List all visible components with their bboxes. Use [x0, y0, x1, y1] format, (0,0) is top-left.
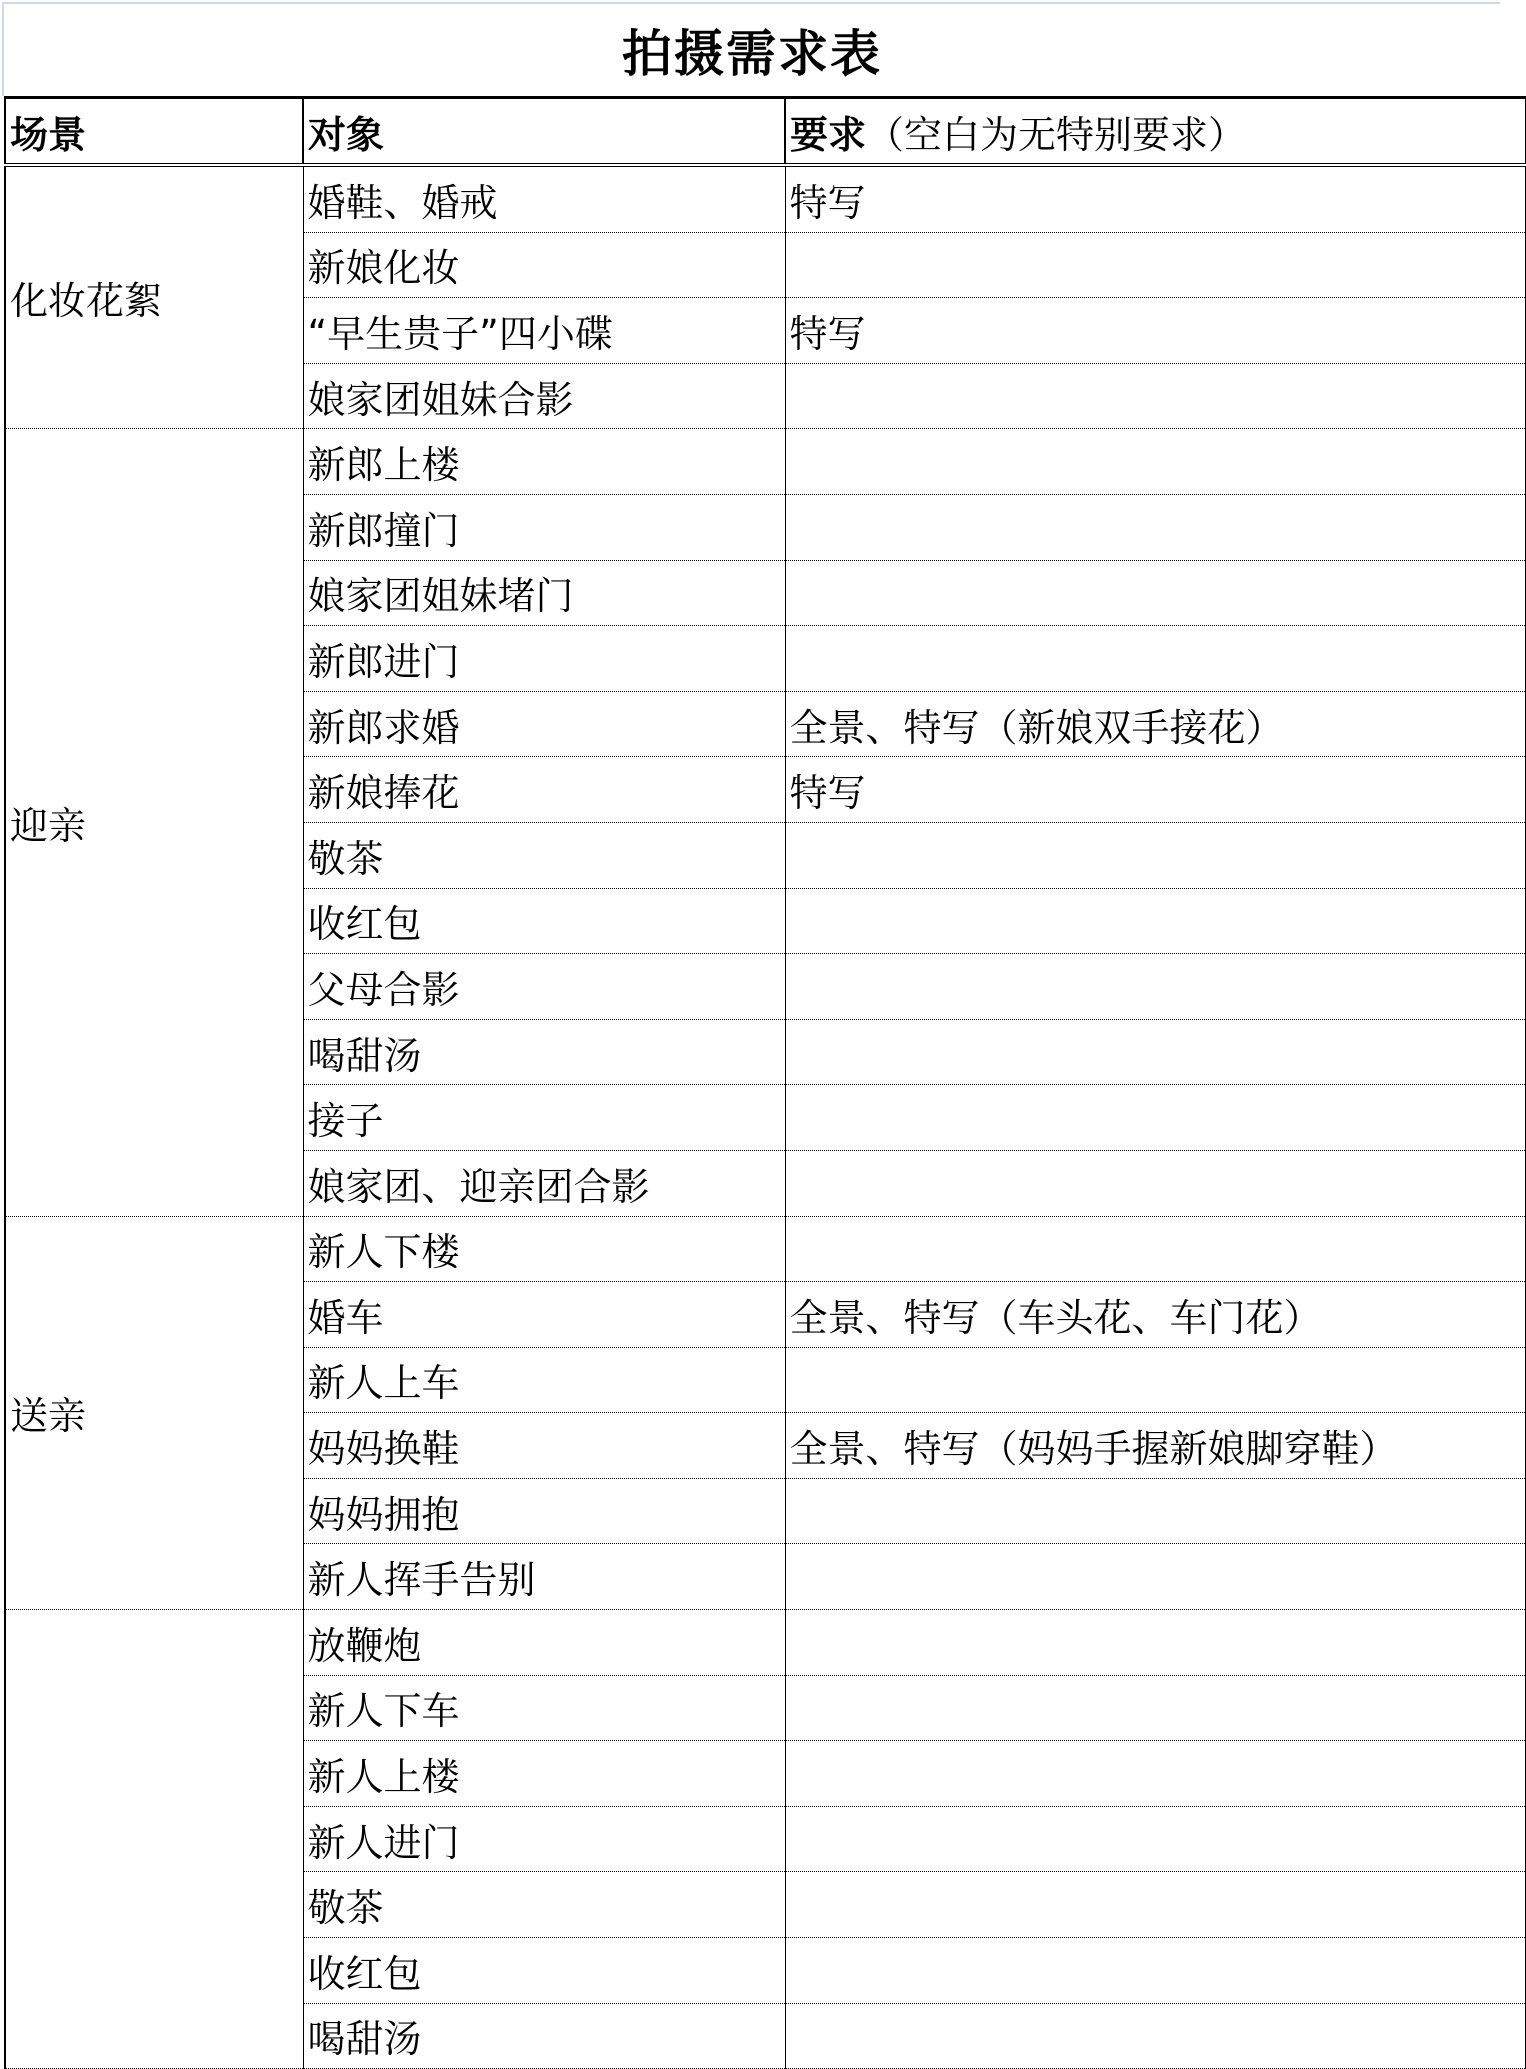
subject-cell[interactable]: 娘家团、迎亲团合影 [303, 1150, 785, 1216]
subject-cell[interactable]: 放鞭炮 [303, 1610, 785, 1676]
requirement-cell[interactable] [785, 1544, 1525, 1610]
table-body [5, 165, 1525, 2069]
requirement-cell[interactable] [785, 363, 1525, 429]
scene-cell[interactable]: 迎亲 [5, 429, 303, 1216]
subject-cell[interactable]: 新人进门 [303, 1806, 785, 1872]
subject-cell[interactable]: 接子 [303, 1085, 785, 1151]
subject-cell[interactable]: 新郎求婚 [303, 691, 785, 757]
requirement-cell[interactable] [785, 1347, 1525, 1413]
subject-cell[interactable]: 婚车 [303, 1282, 785, 1348]
scene-cell[interactable]: 化妆花絮 [5, 165, 303, 429]
header-row [5, 98, 1525, 166]
subject-cell[interactable]: 父母合影 [303, 954, 785, 1020]
requirement-cell[interactable] [785, 1741, 1525, 1807]
requirement-cell[interactable] [785, 494, 1525, 560]
subject-cell[interactable]: 新人上车 [303, 1347, 785, 1413]
requirement-cell[interactable] [785, 822, 1525, 888]
requirement-cell[interactable]: 特写 [785, 757, 1525, 823]
subject-cell[interactable]: 喝甜汤 [303, 2003, 785, 2069]
subject-cell[interactable]: 敬茶 [303, 1872, 785, 1938]
page-title: 拍摄需求表 [622, 25, 882, 83]
requirement-cell[interactable] [785, 1085, 1525, 1151]
subject-cell[interactable]: 新人下楼 [303, 1216, 785, 1282]
subject-cell[interactable]: 新人挥手告别 [303, 1544, 785, 1610]
table-row [5, 165, 1525, 232]
requirement-cell[interactable] [785, 1610, 1525, 1676]
title-cell[interactable] [2, 2, 1500, 96]
subject-cell[interactable]: 妈妈换鞋 [303, 1413, 785, 1479]
requirement-cell[interactable] [785, 560, 1525, 626]
subject-cell[interactable]: 新娘化妆 [303, 232, 785, 298]
requirement-cell[interactable]: 全景、特写（新娘双手接花） [785, 691, 1525, 757]
requirement-cell[interactable] [785, 1806, 1525, 1872]
requirement-cell[interactable] [785, 1019, 1525, 1085]
requirement-cell[interactable]: 全景、特写（车头花、车门花） [785, 1282, 1525, 1348]
scene-cell[interactable]: 送亲 [5, 1216, 303, 1610]
table-row [5, 1216, 1525, 1282]
requirement-cell[interactable] [785, 1938, 1525, 2004]
requirement-cell[interactable] [785, 1478, 1525, 1544]
subject-cell[interactable]: 新郎撞门 [303, 494, 785, 560]
subject-cell[interactable]: 收红包 [303, 1938, 785, 2004]
requirement-cell[interactable] [785, 1872, 1525, 1938]
subject-cell[interactable]: “早生贵子”四小碟 [303, 298, 785, 364]
requirement-cell[interactable] [785, 1150, 1525, 1216]
header-scene[interactable]: 场景 [5, 98, 303, 166]
subject-cell[interactable]: 婚鞋、婚戒 [303, 165, 785, 232]
subject-cell[interactable]: 收红包 [303, 888, 785, 954]
requirement-cell[interactable] [785, 1675, 1525, 1741]
subject-cell[interactable]: 新人下车 [303, 1675, 785, 1741]
requirement-cell[interactable] [785, 1216, 1525, 1282]
requirement-cell[interactable]: 特写 [785, 298, 1525, 364]
requirement-cell[interactable] [785, 888, 1525, 954]
header-subject[interactable]: 对象 [303, 98, 785, 166]
header-requirement[interactable] [785, 98, 1525, 166]
requirement-cell[interactable]: 全景、特写（妈妈手握新娘脚穿鞋） [785, 1413, 1525, 1479]
requirement-cell[interactable] [785, 232, 1525, 298]
shooting-requirements-table [4, 96, 1526, 2069]
subject-cell[interactable]: 喝甜汤 [303, 1019, 785, 1085]
subject-cell[interactable]: 妈妈拥抱 [303, 1478, 785, 1544]
subject-cell[interactable]: 新郎进门 [303, 626, 785, 692]
requirement-cell[interactable] [785, 626, 1525, 692]
requirement-cell[interactable] [785, 429, 1525, 495]
subject-cell[interactable]: 娘家团姐妹堵门 [303, 560, 785, 626]
subject-cell[interactable]: 新郎上楼 [303, 429, 785, 495]
subject-cell[interactable]: 敬茶 [303, 822, 785, 888]
subject-cell[interactable]: 新娘捧花 [303, 757, 785, 823]
requirement-cell[interactable] [785, 954, 1525, 1020]
requirement-cell[interactable]: 特写 [785, 165, 1525, 232]
table-row [5, 1610, 1525, 1676]
scene-cell[interactable] [5, 1610, 303, 2069]
requirement-cell[interactable] [785, 2003, 1525, 2069]
subject-cell[interactable]: 新人上楼 [303, 1741, 785, 1807]
header-requirement-note: （空白为无特别要求） [866, 112, 1247, 157]
table-row [5, 429, 1525, 495]
subject-cell[interactable]: 娘家团姐妹合影 [303, 363, 785, 429]
header-requirement-label: 要求 [790, 112, 867, 157]
